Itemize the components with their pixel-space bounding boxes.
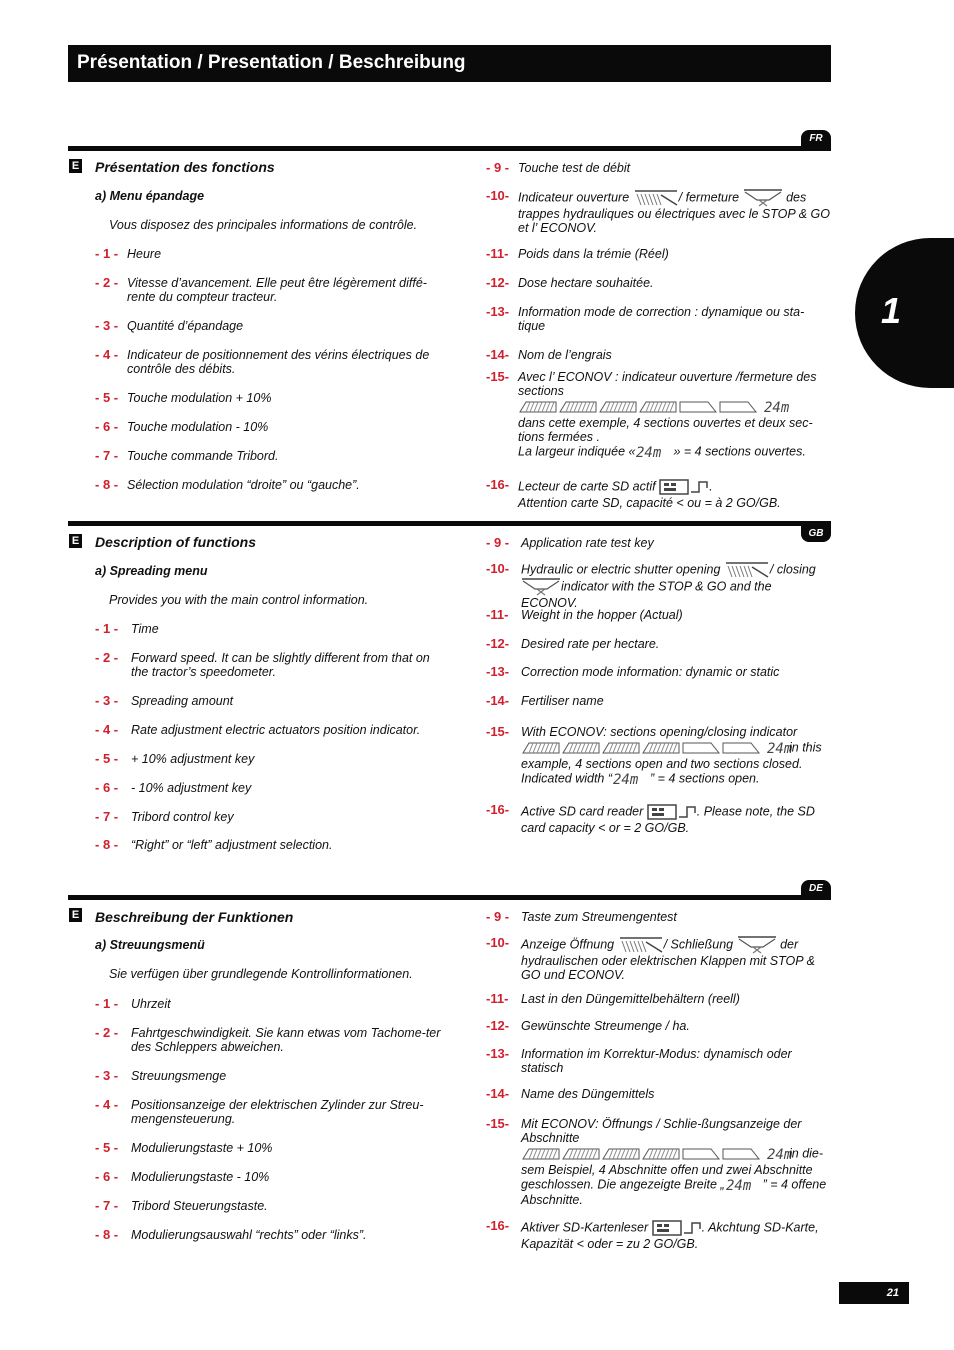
list-item: - 3 - Quantité d’épandage: [95, 318, 244, 333]
shutter-closed-icon: [737, 936, 777, 954]
list-item: -16- Lecteur de carte SD actif . Attention carte SD, capacité < ou = à 2 GO/GB.: [486, 477, 781, 510]
list-item: - 1 - Heure: [95, 246, 162, 261]
section-intro: Provides you with the main control information.: [109, 593, 369, 607]
list-item: - 9 - Taste zum Streumengentest: [486, 909, 677, 924]
sections-bar-icon: [518, 398, 790, 416]
chapter-tab: [855, 238, 954, 388]
section-intro: Sie verfügen über grundlegende Kontrollinformationen.: [109, 967, 413, 981]
list-item: - 7 - Touche commande Tribord.: [95, 448, 279, 463]
list-item: - 4 - Positionsanzeige der elektrischen Zylinder zur Streu-mengensteuerung.: [95, 1097, 424, 1126]
list-item: - 3 - Streuungsmenge: [95, 1068, 227, 1083]
shutter-open-icon: [633, 190, 679, 206]
svg-text:24m: 24m: [767, 1147, 793, 1163]
list-item: -10- Hydraulic or electric shutter opening / closing indicator with the STOP & GO and the ECONOV.: [486, 561, 816, 610]
shutter-open-icon: [618, 937, 664, 953]
list-item: -12- Desired rate per hectare.: [486, 636, 660, 651]
list-item: - 5 - + 10% adjustment key: [95, 751, 255, 766]
list-item: - 2 - Fahrtgeschwindigkeit. Sie kann etwas vom Tachome-ter des Schleppers abweichen.: [95, 1025, 441, 1054]
list-item: - 5 - Touche modulation + 10%: [95, 390, 272, 405]
list-item: -16- Active SD card reader . Please note, the SD card capacity < or = 2 GO/GB.: [486, 802, 815, 835]
chapter-number: 1: [881, 290, 902, 331]
list-item: - 8 - Modulierungsauswahl “rechts” oder “links”.: [95, 1227, 367, 1242]
page-header-title: Présentation / Presentation / Beschreibung: [77, 52, 466, 73]
list-item: -11- Weight in the hopper (Actual): [486, 607, 683, 622]
section-intro: Vous disposez des principales informations de contrôle.: [109, 218, 418, 232]
svg-text:24m: 24m: [725, 1178, 751, 1194]
section-title: Description of functions: [95, 534, 256, 550]
list-item: -13- Information mode de correction : dynamique ou sta-tique: [486, 304, 805, 333]
section-rule: [68, 521, 831, 526]
list-item: -13- Correction mode information: dynamic or static: [486, 664, 780, 679]
shutter-closed-icon: [521, 578, 561, 596]
list-item: - 2 - Forward speed. It can be slightly different from that on the tractor’s speedometer.: [95, 650, 430, 679]
svg-text:24m: 24m: [764, 400, 790, 416]
list-item: -15- Mit ECONOV: Öffnungs / Schlie-ßungsanzeige der Abschnitte 24m in die-sem Beispiel, 4 Abschnitte offen und zwei Abschnitte geschlossen. Die angezeigte Breite „ 24m ” = 4 offene Abschnitte.: [486, 1116, 827, 1207]
list-item: - 6 - - 10% adjustment key: [95, 780, 252, 795]
list-item: - 6 - Modulierungstaste - 10%: [95, 1169, 270, 1184]
list-item: -16- Aktiver SD-Kartenleser . Akchtung SD-Karte, Kapazität < oder = zu 2 GO/GB.: [486, 1218, 819, 1251]
width-24m-icon: [635, 444, 673, 460]
shutter-open-icon: [724, 562, 770, 578]
section-title: Présentation des fonctions: [95, 159, 275, 175]
list-item: -10- Anzeige Öffnung / Schließung der hydraulischen oder elektrischen Klappen mit STOP & GO und ECONOV.: [486, 935, 815, 982]
section-subtitle: a) Spreading menu: [95, 564, 208, 578]
list-item: -14- Fertiliser name: [486, 693, 604, 708]
shutter-closed-icon: [743, 189, 783, 207]
list-item: -11- Poids dans la trémie (Réel): [486, 246, 669, 261]
list-item: -11- Last in den Düngemittelbehältern (reell): [486, 991, 740, 1006]
section-subtitle: a) Menu épandage: [95, 189, 205, 203]
lang-tab-fr: FR: [801, 130, 831, 147]
svg-text:24m: 24m: [767, 741, 793, 757]
list-item: -15- Avec l’ ECONOV : indicateur ouverture /fermeture des sections 24m dans cette exemple, 4 sections ouvertes et deux sec-tions fermées . La largeur indiquée « 24m » = 4 sections ouvertes.: [486, 369, 817, 461]
list-item: - 8 - Sélection modulation “droite” ou “gauche”.: [95, 477, 360, 492]
list-item: - 7 - Tribord control key: [95, 809, 234, 824]
svg-text:24m: 24m: [613, 772, 639, 788]
list-item: - 9 - Application rate test key: [486, 535, 654, 550]
list-item: -15- With ECONOV: sections opening/closing indicator 24m in this example, 4 sections open and two sections closed. Indicated width “ 24m ” = 4 sections open.: [486, 724, 822, 788]
section-marker: E: [69, 159, 82, 173]
list-item: - 4 - Rate adjustment electric actuators position indicator.: [95, 722, 421, 737]
width-24m-icon: [725, 1177, 763, 1193]
list-item: - 5 - Modulierungstaste + 10%: [95, 1140, 273, 1155]
sections-bar-icon: [521, 1145, 793, 1163]
list-item: -12- Dose hectare souhaitée.: [486, 275, 654, 290]
lang-tab-de: DE: [801, 880, 831, 897]
sections-bar-icon: [521, 739, 793, 757]
sd-card-icon: [652, 1219, 702, 1237]
list-item: - 1 - Time: [95, 621, 159, 636]
section-marker: E: [69, 534, 82, 548]
section-marker: E: [69, 908, 82, 922]
section-subtitle: a) Streuungsmenü: [95, 938, 205, 952]
width-24m-icon: [612, 771, 650, 787]
list-item: -14- Name des Düngemittels: [486, 1086, 655, 1101]
svg-text:24m: 24m: [636, 445, 662, 461]
list-item: -13- Information im Korrektur-Modus: dynamisch oder statisch: [486, 1046, 792, 1075]
list-item: - 7 - Tribord Steuerungstaste.: [95, 1198, 268, 1213]
page-number: 21: [839, 1282, 909, 1304]
list-item: - 4 - Indicateur de positionnement des vérins électriques de contrôle des débits.: [95, 347, 430, 376]
list-item: - 2 - Vitesse d’avancement. Elle peut être légèrement diffé-rente du compteur tracteur.: [95, 275, 427, 304]
section-rule: [68, 146, 831, 151]
sd-card-icon: [659, 478, 709, 496]
list-item: - 9 - Touche test de débit: [486, 160, 631, 175]
lang-tab-gb: GB: [801, 525, 831, 542]
section-title: Beschreibung der Funktionen: [95, 909, 294, 925]
list-item: - 6 - Touche modulation - 10%: [95, 419, 269, 434]
sd-card-icon: [647, 803, 697, 821]
section-rule: [68, 895, 831, 900]
page-header: [68, 45, 831, 82]
list-item: - 3 - Spreading amount: [95, 693, 234, 708]
list-item: -14- Nom de l’engrais: [486, 347, 612, 362]
list-item: -12- Gewünschte Streumenge / ha.: [486, 1018, 690, 1033]
list-item: - 8 - “Right” or “left” adjustment selection.: [95, 837, 333, 852]
list-item: - 1 - Uhrzeit: [95, 996, 171, 1011]
list-item: -10- Indicateur ouverture / fermeture des trappes hydrauliques ou électriques avec le STOP & GO et l’ ECONOV.: [486, 188, 830, 235]
